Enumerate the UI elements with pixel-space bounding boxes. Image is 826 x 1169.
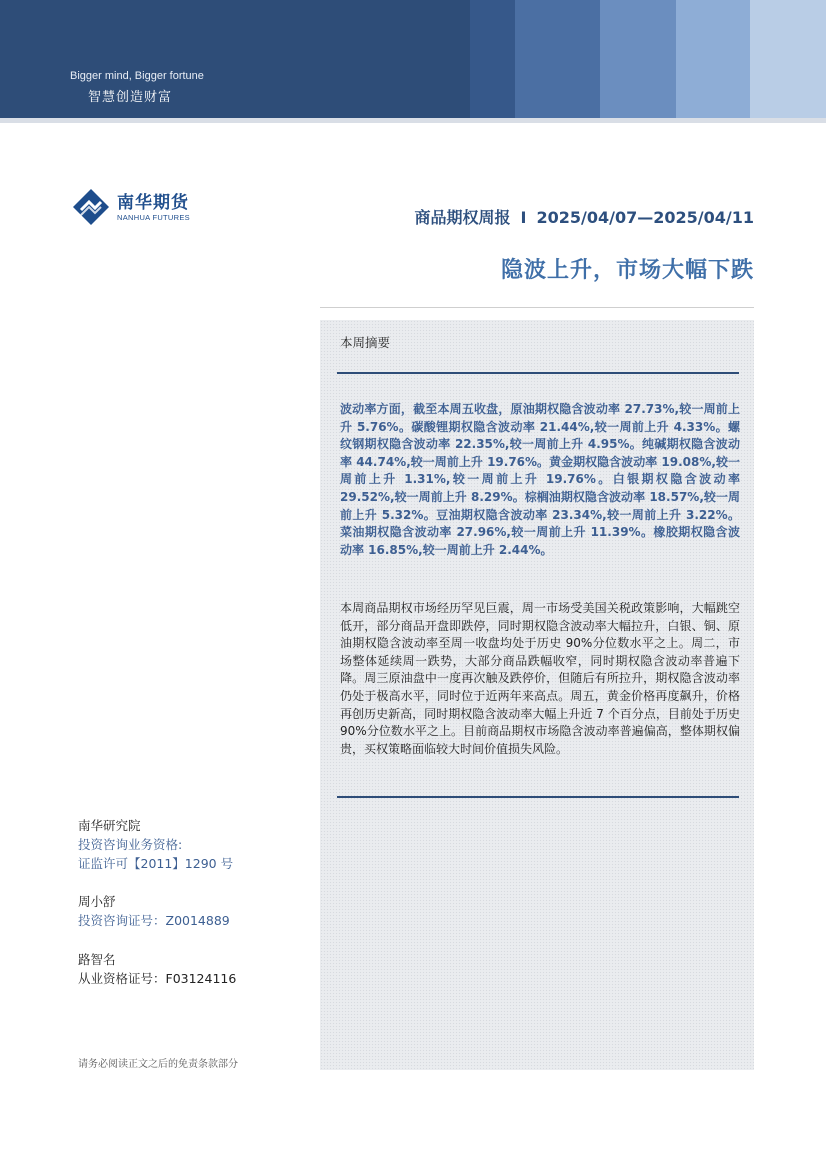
banner-divider bbox=[0, 118, 826, 123]
report-date-range: 2025/04/07—2025/04/11 bbox=[536, 208, 754, 227]
banner-stripe bbox=[515, 0, 605, 118]
nanhua-logo-icon bbox=[72, 188, 110, 226]
author-2-certificate: 从业资格证号：F03124116 bbox=[78, 971, 237, 986]
summary-top-rule bbox=[337, 372, 739, 374]
author-1-certificate: 投资咨询证号：Z0014889 bbox=[78, 913, 230, 928]
institute-info bbox=[78, 816, 233, 873]
summary-paragraph-market: 本周商品期权市场经历罕见巨震，周一市场受美国关税政策影响，大幅跳空低开，部分商品开盘即跌停，同时期权隐含波动率大幅拉升，白银、铜、原油期权隐含波动率至周一收盘均处于历史 90%分位数水平之上。周二，市场整体延续周一跌势，大部分商品跌幅收窄，同时期权隐含波动率普遍下降。周三原油盘中一度再次触及跌停价，但随后有所拉升，期权隐含波动率仍处于极高水平，同时位于近两年来高点。周五，黄金价格再度飙升，价格再创历史新高，同时期权隐含波动率大幅上升近 7 个百分点，目前处于历史 90%分位数水平之上。目前商品期权市场隐含波动率普遍偏高，整体期权偏贵，买权策略面临较大时间价值损失风险。 bbox=[340, 601, 740, 756]
report-type: 商品期权周报 bbox=[414, 208, 511, 227]
header-banner bbox=[0, 0, 826, 118]
institute-name: 南华研究院 bbox=[78, 818, 141, 833]
banner-stripe bbox=[750, 0, 826, 118]
author-2-info bbox=[78, 950, 236, 988]
summary-bottom-rule bbox=[337, 796, 739, 798]
summary-title: 本周摘要 bbox=[340, 335, 391, 350]
author-2-name: 路智名 bbox=[78, 952, 116, 967]
author-1-info bbox=[78, 892, 230, 930]
slogan-chinese: 智慧创造财富 bbox=[88, 90, 173, 105]
institute-license: 证监许可【2011】1290 号 bbox=[78, 856, 234, 871]
report-headline: 隐波上升，市场大幅下跌 bbox=[500, 258, 754, 283]
company-logo bbox=[72, 188, 190, 226]
author-1-name: 周小舒 bbox=[78, 894, 116, 909]
summary-paragraph-volatility: 波动率方面，截至本周五收盘，原油期权隐含波动率 27.73%,较一周前上升 5.76%。碳酸锂期权隐含波动率 21.44%,较一周前上升 4.33%。螺纹钢期权隐含波动率 22.35%,较一周前上升 4.95%。纯碱期权隐含波动率 44.74%,较一周前上升 19.76%。黄金期权隐含波动率 19.08%,较一周前上升 1.31%,较一周前上升 19.76%。白银期权隐含波动率 29.52%,较一周前上升 8.29%。棕榈油期权隐含波动率 18.57%,较一周前上升 5.32%。豆油期权隐含波动率 23.34%,较一周前上升 3.22%。菜油期权隐含波动率 27.96%,较一周前上升 11.39%。橡胶期权隐含波动率 16.85%,较一周前上升 2.44%。 bbox=[340, 402, 740, 557]
banner-stripe bbox=[676, 0, 752, 118]
institute-qualification-label: 投资咨询业务资格: bbox=[78, 837, 183, 852]
banner-stripe bbox=[470, 0, 520, 118]
slogan-english: Bigger mind, Bigger fortune bbox=[70, 70, 204, 82]
logo-name-english: NANHUA FUTURES bbox=[117, 212, 190, 222]
title-separator: I bbox=[520, 208, 527, 227]
title-divider bbox=[320, 307, 754, 308]
footer-disclaimer: 请务必阅读正文之后的免责条款部分 bbox=[78, 1059, 238, 1070]
logo-name-chinese: 南华期货 bbox=[117, 192, 189, 213]
banner-stripe bbox=[600, 0, 678, 118]
report-title-line bbox=[415, 205, 754, 228]
